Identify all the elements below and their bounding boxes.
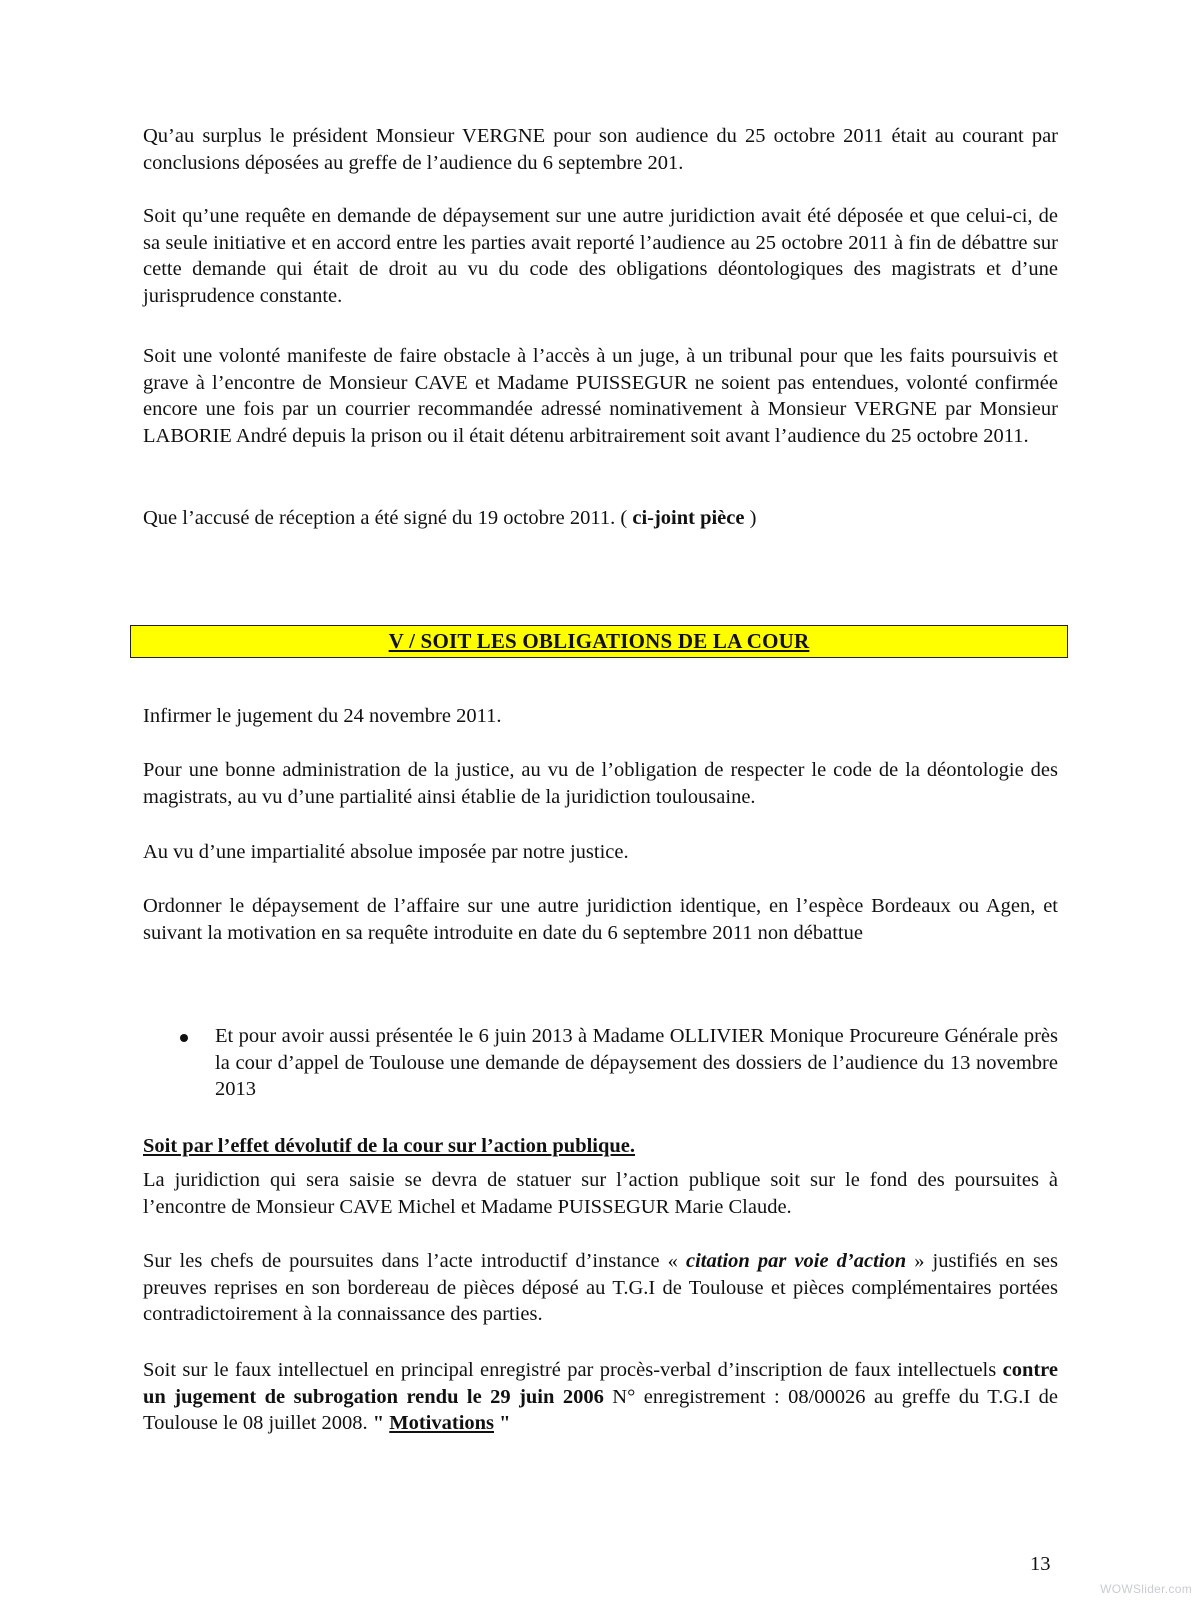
- text-segment: ): [744, 507, 757, 529]
- watermark: WOWSlider.com: [1100, 1582, 1192, 1596]
- paragraph-requete-depaysement: Soit qu’une requête en demande de dépaysement sur une autre juridiction avait été déposée et que celui-ci, de sa seule initiative et en accord entre les parties avait reporté l’audience au 25 octobre 2011 à fin de débattre sur cette demande qui était de droit au vu du code des obligations déontologiques des magistrats et d’une jurisprudence constante.: [143, 205, 1058, 307]
- section-heading-box: [130, 625, 1068, 658]
- text-segment: » justifiés en ses preuves reprises en son bordereau de pièces déposé au T.G.I de Toulouse et pièces complémentaires portées contradictoirement à la connaissance des parties.: [143, 1250, 1058, 1325]
- text-segment: Que l’accusé de réception a été signé du 19 octobre 2011. (: [143, 507, 633, 529]
- bullet-text: Et pour avoir aussi présentée le 6 juin 2013 à Madame OLLIVIER Monique Procureure Générale près la cour d’appel de Toulouse une demande de dépaysement des dossiers de l’audience du 13 novembre 2013: [215, 1025, 1058, 1100]
- subheading-effet-devolutif: Soit par l’effet dévolutif de la cour sur l’action publique.: [143, 1135, 636, 1157]
- quote-close: ": [494, 1412, 511, 1434]
- paragraph-accuse-reception: [143, 505, 1058, 532]
- section-title: V / SOIT LES OBLIGATIONS DE LA COUR: [388, 629, 810, 653]
- bullet-icon: [180, 1034, 188, 1042]
- text-segment: Sur les chefs de poursuites dans l’acte introductif d’instance «: [143, 1250, 687, 1272]
- paragraph-bonne-administration: Pour une bonne administration de la justice, au vu de l’obligation de respecter le code de la déontologie des magistrats, au vu d’une partialité ainsi établie de la juridiction toulousaine.: [143, 759, 1058, 808]
- motivations-label: Motivations: [389, 1412, 495, 1434]
- paragraph-vergne-audience: Qu’au surplus le président Monsieur VERGNE pour son audience du 25 octobre 2011 était au courant par conclusions déposées au greffe de l’audience du 6 septembre 201.: [143, 125, 1058, 174]
- paragraph-volonte-obstacle: Soit une volonté manifeste de faire obstacle à l’accès à un juge, à un tribunal pour que les faits poursuivis et grave à l’encontre de Monsieur CAVE et Madame PUISSEGUR ne soient pas entendues, volonté confirmée encore une fois par un courrier recommandée adressé nominativement à Monsieur VERGNE par Monsieur LABORIE André depuis la prison ou il était détenu arbitrairement soit avant l’audience du 25 octobre 2011.: [143, 345, 1058, 447]
- paragraph-juridiction-saisie: La juridiction qui sera saisie se devra de statuer sur l’action publique soit sur le fond des poursuites à l’encontre de Monsieur CAVE Michel et Madame PUISSEGUR Marie Claude.: [143, 1169, 1058, 1218]
- paragraph-ordonner-depaysement: Ordonner le dépaysement de l’affaire sur une autre juridiction identique, en l’espèce Bordeaux ou Agen, et suivant la motivation en sa requête introduite en date du 6 septembre 2011 non débattue: [143, 895, 1058, 944]
- paragraph-impartialite: Au vu d’une impartialité absolue imposée par notre justice.: [143, 841, 629, 863]
- text-segment: Soit sur le faux intellectuel en principal enregistré par procès-verbal d’inscription de faux intellectuels: [143, 1359, 1003, 1381]
- page-number: 13: [1030, 1553, 1051, 1575]
- jugement-subrogation-label: contre un jugement de subrogation rendu le 29 juin 2006: [143, 1359, 1058, 1408]
- quote-open: ": [372, 1412, 390, 1434]
- paragraph-infirmer-jugement: Infirmer le jugement du 24 novembre 2011.: [143, 705, 502, 727]
- paragraph-faux-intellectuel: [143, 1357, 1058, 1437]
- ci-joint-piece-label: ci-joint pièce: [632, 507, 745, 529]
- text-segment: N° enregistrement : 08/00026 au greffe du T.G.I de Toulouse le 08 juillet 2008.: [143, 1385, 1058, 1434]
- citation-label: citation par voie d’action: [686, 1250, 907, 1272]
- paragraph-chefs-poursuites: [143, 1248, 1058, 1328]
